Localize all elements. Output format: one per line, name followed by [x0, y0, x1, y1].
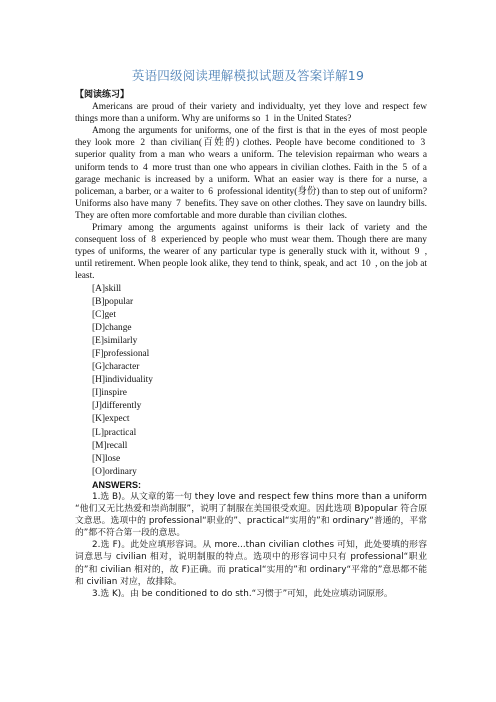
- option-item: [L]practical: [92, 427, 137, 438]
- paragraph-text: experienced by people who must wear them. Though there are many types of uniforms, the wearer of any particular type is generally stuck with it, without: [75, 235, 427, 258]
- option-item: [A]skill: [92, 283, 122, 294]
- explanation-1: 1.选 B)。从文章的第一句 they love and respect few thins more than a uniform “他们又无比热爱和崇尚制服”，说明了制服在美国很受欢迎。因此选项 B)popular 符合原文意思。选项中的 professional“职业的”、practical“实用的”和 ordinary“普通的，平常的”都不符合第一段的意思。: [75, 492, 427, 539]
- paragraph-text: than civilian(百姓的) clothes. People have become conditioned to: [150, 138, 415, 149]
- paragraph-text: professional identity(身份) than to step out of uniform? Uniforms also have many: [75, 186, 428, 209]
- explanation-2: 2.选 F)。此处应填形容词。从 more...than civilian clothes 可知，此处要填的形容词意思与 civilian 相对，说明制服的特点。选项中的形容词中只有 professional“职业的”和 civilian 相对的，故 F)正确。而 pratical“实用的”和 ordinary“平常的”意思都不能和 civilian 对应，故排除。: [75, 540, 427, 587]
- option-item: [J]differently: [92, 401, 142, 412]
- paragraph-text: benefits. They save on other clothes. They save on laundry bills. They are often more comfortable and more durable than civilian clothes.: [75, 198, 428, 221]
- option-item: [C]get: [92, 309, 116, 320]
- option-item: [E]similarly: [92, 335, 138, 346]
- option-item: [O]ordinary: [92, 466, 137, 477]
- option-list: [92, 283, 427, 479]
- blank-2: 2: [140, 138, 146, 149]
- blank-3: 3: [420, 138, 426, 149]
- paragraph-text: Americans are proud of their variety and individualty, yet they love and respect few things more than a uniform. Why are uniforms so: [75, 102, 427, 125]
- blank-8: 8: [151, 235, 156, 246]
- option-item: [N]lose: [92, 453, 121, 464]
- paragraph-text: Primary among the arguments against uniforms is their lack of variety and the consequent loss of: [75, 223, 427, 246]
- blank-7: 7: [176, 198, 181, 209]
- option-item: [K]expect: [92, 414, 130, 425]
- blank-5: 5: [402, 162, 408, 173]
- explanation-3: 3.选 K)。由 be conditioned to do sth.“习惯于”可知，此处应填动词原形。: [92, 588, 393, 599]
- paragraph-text: of a garage mechanic is increased by a uniform. What an easier way is there for a nurse, a policeman, a barber, or a waiter to: [75, 162, 427, 197]
- blank-1: 1: [264, 114, 270, 125]
- blank-4: 4: [143, 162, 148, 173]
- option-item: [B]popular: [92, 296, 134, 307]
- paragraph-text: superior quality from a man who wears a uniform. The television repairman who wears a uniform tends to: [75, 150, 427, 173]
- section-label: 【阅读练习】: [75, 90, 130, 100]
- option-item: [F]professional: [92, 348, 150, 359]
- paragraph-text: , on the job at least.: [75, 259, 428, 282]
- option-item: [G]character: [92, 362, 140, 373]
- answers-heading: ANSWERS:: [92, 479, 141, 490]
- paragraph-text: in the United States?: [273, 114, 352, 125]
- option-item: [D]change: [92, 322, 132, 333]
- paragraph-1: [75, 101, 427, 125]
- paragraph-2: [75, 125, 427, 222]
- paragraph-text: more trust than one who appears in civilian clothes. Faith in the: [152, 162, 398, 173]
- blank-9: 9: [414, 247, 420, 258]
- option-item: [M]recall: [92, 440, 128, 451]
- paragraph-3: [75, 222, 427, 282]
- paragraph-text: , until retirement. When people look alike, they tend to think, speak, and act: [75, 247, 428, 270]
- paragraph-text: Among the arguments for uniforms, one of the first is that in the eyes of most people they look more: [75, 126, 427, 149]
- blank-10: 10: [361, 259, 371, 270]
- option-item: [I]inspire: [92, 388, 127, 399]
- page-title: 英语四级阅读理解模拟试题及答案详解19: [131, 68, 365, 83]
- blank-6: 6: [208, 186, 213, 197]
- option-item: [H]individuality: [92, 375, 153, 386]
- document-body: [75, 89, 427, 600]
